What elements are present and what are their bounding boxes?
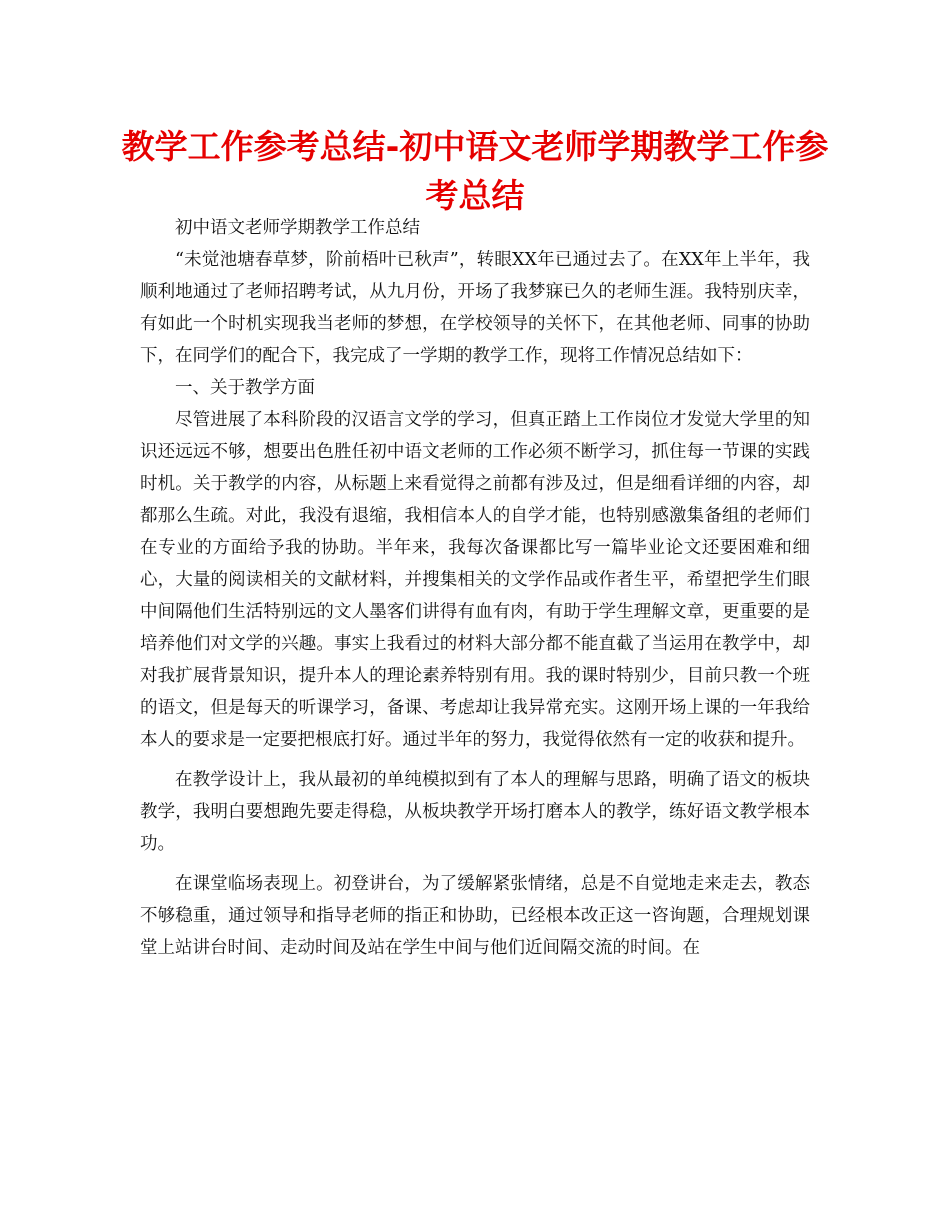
teaching-paragraph: 尽管进展了本科阶段的汉语言文学的学习，但真正踏上工作岗位才发觉大学里的知识还远远不够，想要出色胜任初中语文老师的工作必须不断学习，抓住每一节课的实践时机。关于教学的内容，从标题上来看觉得之前都有涉及过，但是细看详细的内容，却都那么生疏。对此，我没有退缩，我相信本人的自学才能，也特别感激集备组的老师们在专业的方面给予我的协助。半年来，我每次备课都比写一篇毕业论文还要困难和细心，大量的阅读相关的文献材料，并搜集相关的文学作品或作者生平，希望把学生们眼中间隔他们生活特别远的文人墨客们讲得有血有肉，有助于学生理解文章，更重要的是培养他们对文学的兴趣。事实上我看过的材料大部分都不能直截了当运用在教学中，却对我扩展背景知识，提升本人的理论素养特别有用。我的课时特别少，目前只教一个班的语文，但是每天的听课学习，备课、考虑却让我异常充实。这刚开场上课的一年我给本人的要求是一定要把根底打好。通过半年的努力，我觉得依然有一定的收获和提升。 <box>140 410 810 750</box>
intro-paragraph: “未觉池塘春草梦，阶前梧叶已秋声”，转眼XX年已通过去了。在XX年上半年，我顺利地通过了老师招聘考试，从九月份，开场了我梦寐已久的老师生涯。我特别庆幸，有如此一个时机实现我当老师的梦想，在学校领导的关怀下，在其他老师、同事的协助下，在同学们的配合下，我完成了一学期的教学工作，现将工作情况总结如下： <box>140 250 810 366</box>
design-paragraph: 在教学设计上，我从最初的单纯模拟到有了本人的理解与思路，明确了语文的板块教学，我明白要想跑先要走得稳，从板块教学开场打磨本人的教学，练好语文教学根本功。 <box>140 770 810 854</box>
subtitle-paragraph: 初中语文老师学期教学工作总结 <box>175 218 420 238</box>
document-title: 教学工作参考总结-初中语文老师学期教学工作参考总结 <box>121 127 829 215</box>
section-heading: 一、关于教学方面 <box>175 378 315 398</box>
document-body <box>140 212 810 964</box>
classroom-paragraph: 在课堂临场表现上。初登讲台，为了缓解紧张情绪，总是不自觉地走来走去，教态不够稳重，通过领导和指导老师的指正和协助，已经根本改正这一咨询题，合理规划课堂上站讲台时间、走动时间及站在学生中间与他们近间隔交流的时间。在 <box>140 874 810 958</box>
